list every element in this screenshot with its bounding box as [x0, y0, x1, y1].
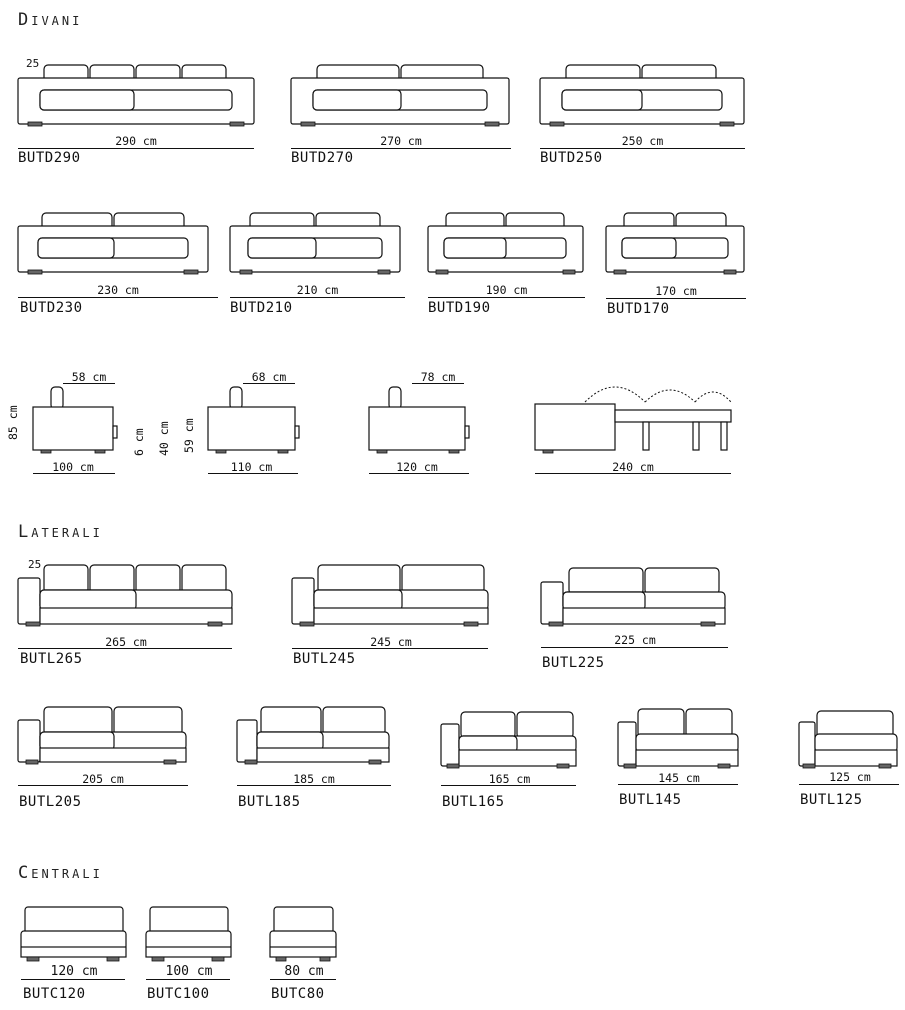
dimension-line [540, 148, 745, 149]
dimension-line [541, 647, 728, 648]
width-dimension: 270 cm [380, 134, 422, 148]
width-dimension: 185 cm [293, 772, 335, 786]
width-dimension: 230 cm [97, 283, 139, 297]
sofa-butl225 [541, 560, 729, 674]
dimension-line [18, 297, 218, 298]
dimension-line [146, 979, 230, 980]
depth-dimension: 120 cm [396, 460, 438, 474]
seat-height-label: 40 cm [157, 421, 171, 456]
sofa-drawing [230, 208, 405, 278]
model-code: BUTD270 [291, 150, 354, 166]
depth-dimension: 100 cm [52, 460, 94, 474]
dimension-line [230, 297, 405, 298]
sofa-butd210 [230, 208, 405, 320]
total-height-label: 85 cm [6, 405, 20, 440]
dimension-line [291, 148, 511, 149]
model-code: BUTC80 [271, 986, 325, 1002]
depth-dimension: 110 cm [230, 460, 273, 474]
width-dimension: 165 cm [488, 772, 531, 786]
width-dimension: 205 cm [82, 772, 124, 786]
width-dimension: 190 cm [485, 283, 528, 297]
sofa-butl205 [18, 702, 188, 814]
sofa-drawing [291, 60, 511, 130]
width-dimension: 225 cm [614, 633, 656, 647]
width-dimension: 145 cm [658, 771, 700, 785]
sofa-butl245 [292, 560, 490, 672]
dimension-line [535, 473, 731, 474]
module-drawing [146, 905, 232, 965]
depth-top-dimension: 58 cm [71, 370, 107, 384]
sofa-drawing [18, 208, 218, 278]
arm-height-label: 59 cm [182, 418, 196, 453]
model-code: BUTL185 [238, 794, 301, 810]
section-title-centrali: Centrali [18, 863, 103, 883]
width-dimension: 170 cm [655, 284, 697, 298]
model-code: BUTC100 [147, 986, 210, 1002]
profile-110 [208, 370, 303, 480]
model-code: BUTD290 [18, 150, 81, 166]
width-dimension: 120 cm [50, 964, 98, 979]
sofa-drawing [541, 560, 729, 630]
dimension-line [799, 784, 899, 785]
section-title-divani: Divani [18, 10, 83, 30]
sofa-drawing [292, 560, 490, 630]
model-code: BUTL245 [293, 651, 356, 667]
sofa-drawing [18, 702, 188, 772]
profile-120 [369, 370, 474, 480]
sofa-drawing [428, 208, 585, 278]
model-code: BUTD170 [607, 301, 670, 317]
model-code: BUTL165 [442, 794, 505, 810]
dimension-line [18, 148, 254, 149]
model-code: BUTL125 [800, 792, 863, 808]
sofa-drawing [799, 708, 901, 778]
model-code: BUTC120 [23, 986, 86, 1002]
dimension-line [369, 473, 469, 474]
dimension-line [428, 297, 585, 298]
dimension-line [441, 785, 576, 786]
sofa-butl145 [618, 706, 740, 816]
sofa-drawing [237, 702, 391, 772]
sofa-butl125 [799, 708, 901, 818]
model-code: BUTD250 [540, 150, 603, 166]
dimension-line [18, 648, 232, 649]
sofa-butd190 [428, 208, 585, 320]
width-dimension: 210 cm [296, 283, 339, 297]
section-title-laterali: Laterali [18, 522, 103, 542]
sofa-drawing [18, 60, 254, 130]
width-dimension: 245 cm [370, 635, 412, 649]
sofa-butd270 [291, 60, 511, 170]
module-butc120 [21, 905, 127, 1005]
sofa-drawing [540, 60, 745, 130]
sofa-drawing [618, 706, 740, 776]
dimension-line [618, 784, 738, 785]
sofa-butd250 [540, 60, 745, 170]
foot-height-label: 6 cm [132, 428, 146, 456]
model-code: BUTL205 [19, 794, 82, 810]
dimension-line [292, 648, 488, 649]
width-dimension: 250 cm [621, 134, 664, 148]
dimension-line [237, 785, 391, 786]
model-code: BUTL145 [619, 792, 682, 808]
depth-top-dimension: 78 cm [420, 370, 456, 384]
extended-length-dimension: 240 cm [612, 460, 654, 474]
dimension-line [208, 473, 298, 474]
width-dimension: 100 cm [165, 964, 213, 979]
width-dimension: 125 cm [829, 770, 871, 784]
width-dimension: 80 cm [284, 964, 324, 979]
model-code: BUTD210 [230, 300, 293, 316]
profile-100 [33, 370, 118, 480]
profile-drawing [208, 370, 303, 455]
sofa-butl265 [18, 560, 234, 672]
profile-drawing [369, 370, 474, 455]
sofa-bed-drawing [535, 370, 735, 455]
dimension-line [606, 298, 746, 299]
dimension-line [18, 785, 188, 786]
model-code: BUTD190 [428, 300, 491, 316]
sofa-butd170 [606, 208, 746, 320]
sofa-butl185 [237, 702, 391, 814]
seat-depth-mark: 25 [28, 558, 42, 571]
depth-top-dimension: 68 cm [251, 370, 287, 384]
width-dimension: 290 cm [115, 134, 157, 148]
model-code: BUTL225 [542, 655, 605, 671]
sofa-butd290 [18, 57, 254, 170]
module-butc80 [270, 905, 338, 1005]
sofa-butl165 [441, 708, 578, 818]
profile-drawing [33, 370, 118, 455]
module-drawing [270, 905, 338, 965]
sofa-butd230 [18, 208, 218, 320]
sofa-drawing [18, 560, 234, 630]
model-code: BUTD230 [20, 300, 83, 316]
dimension-line [33, 473, 115, 474]
seat-depth-mark: 25 [26, 57, 40, 70]
width-dimension: 265 cm [105, 635, 147, 649]
module-butc100 [146, 905, 232, 1005]
profile-240-sofa-bed [535, 370, 735, 480]
sofa-drawing [606, 208, 746, 278]
module-drawing [21, 905, 127, 965]
dimension-line [270, 979, 336, 980]
sofa-drawing [441, 708, 578, 778]
model-code: BUTL265 [20, 651, 83, 667]
dimension-line [21, 979, 125, 980]
